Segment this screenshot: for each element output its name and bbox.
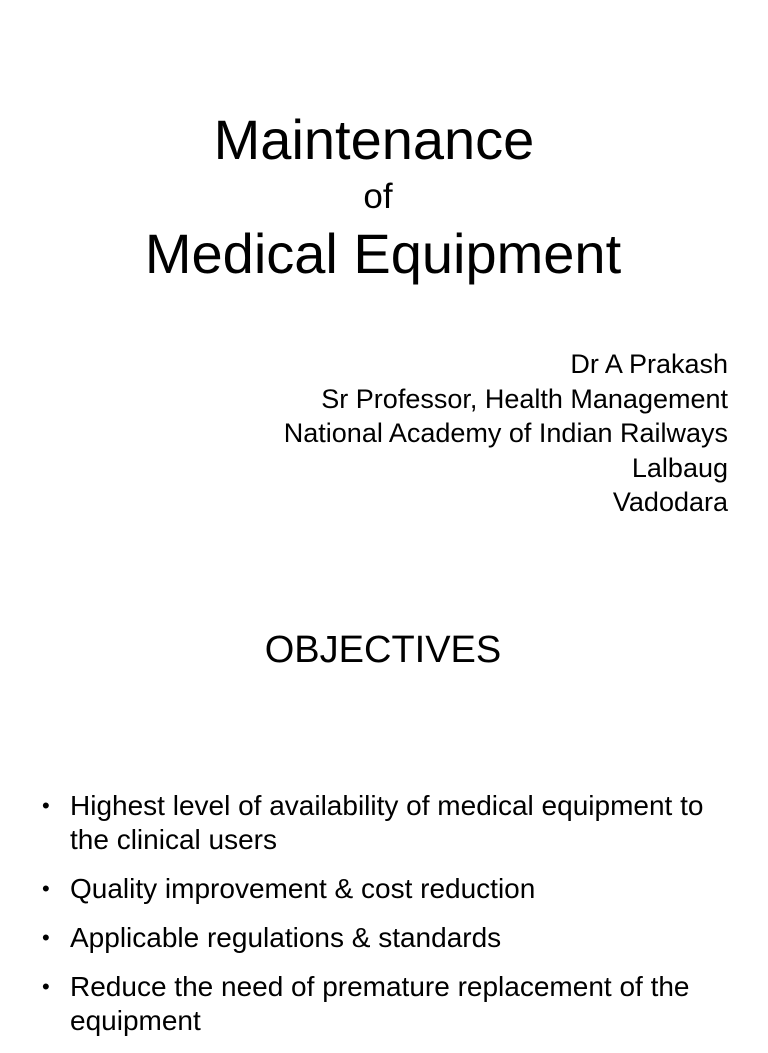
bullet-icon: • bbox=[42, 876, 50, 901]
list-item bbox=[42, 970, 742, 1038]
objectives-list bbox=[42, 789, 742, 1053]
author-block bbox=[284, 347, 728, 520]
list-item bbox=[42, 872, 742, 906]
objectives-slide bbox=[0, 580, 768, 1036]
objectives-heading: OBJECTIVES bbox=[264, 629, 502, 671]
slide-title-connector: of bbox=[363, 177, 393, 216]
bullet-icon: • bbox=[42, 925, 50, 950]
list-item-text: Highest level of availability of medical equipment to the clinical users bbox=[70, 790, 704, 855]
author-institution: National Academy of Indian Railways bbox=[283, 418, 728, 448]
bullet-icon: • bbox=[42, 793, 50, 818]
author-city: Vadodara bbox=[612, 487, 728, 517]
list-item bbox=[42, 921, 742, 955]
bullet-icon: • bbox=[42, 974, 50, 999]
list-item bbox=[42, 789, 742, 857]
author-locality: Lalbaug bbox=[631, 452, 728, 483]
slide-title: Maintenance bbox=[213, 108, 535, 171]
author-position: Sr Professor, Health Management bbox=[321, 383, 728, 414]
slide-subtitle: Medical Equipment bbox=[144, 222, 622, 285]
list-item-text: Quality improvement & cost reduction bbox=[70, 873, 536, 904]
list-item-text: Applicable regulations & standards bbox=[70, 922, 502, 953]
list-item-text: Reduce the need of premature replacement of the equipment bbox=[70, 971, 690, 1036]
author-name: Dr A Prakash bbox=[570, 349, 728, 379]
